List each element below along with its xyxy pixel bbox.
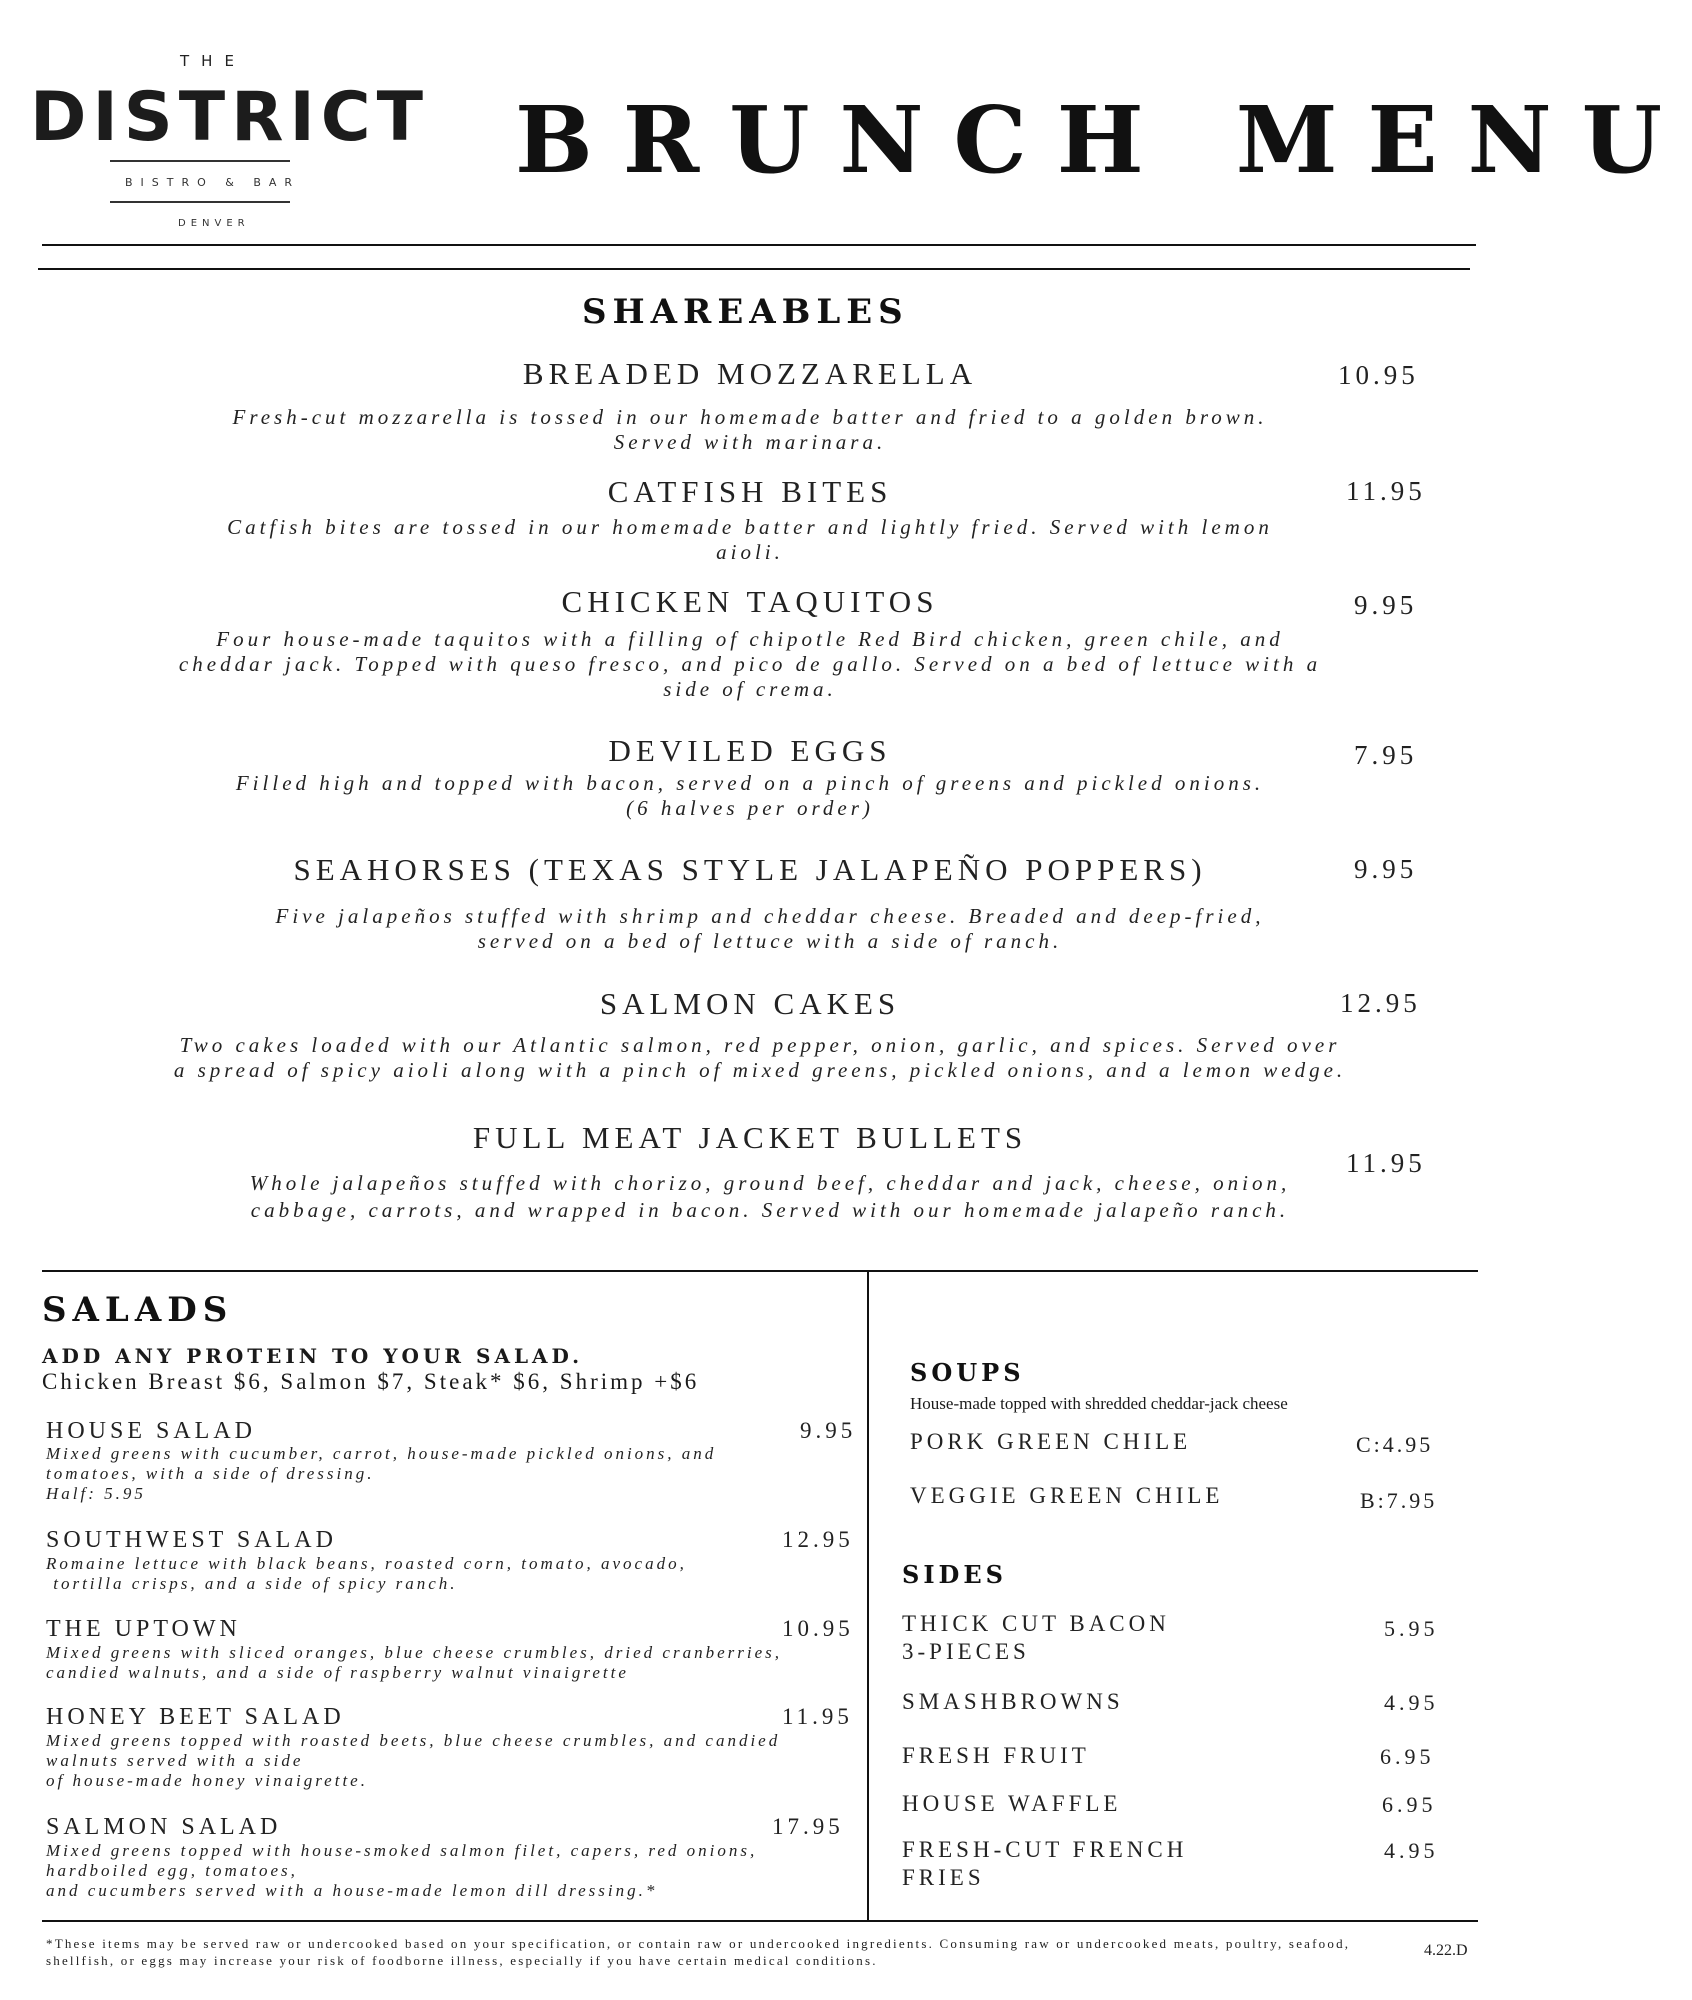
salad-item-price: 9.95 (800, 1418, 857, 1443)
salad-item-description: Mixed greens topped with roasted beets, blue cheese crumbles, and candied walnuts served with a side of house-made honey vinaigrette. (46, 1731, 781, 1790)
side-item-price: 6.95 (1380, 1744, 1435, 1769)
soup-item-price: C:4.95 (1356, 1432, 1434, 1457)
salad-item-price: 17.95 (772, 1814, 844, 1839)
logo-divider (110, 160, 290, 162)
section-heading-salads: SALADS (42, 1290, 234, 1330)
shareable-item-name: SEAHORSES (TEXAS STYLE JALAPEÑO POPPERS) (293, 852, 1207, 887)
side-item-price: 4.95 (1384, 1838, 1439, 1863)
shareable-item-name: BREADED MOZZARELLA (522, 356, 978, 391)
soups-note: House-made topped with shredded cheddar-jack cheese (910, 1394, 1288, 1413)
salad-item-price: 12.95 (782, 1527, 854, 1552)
shareable-item-description: Filled high and topped with bacon, served on a pinch of greens and pickled onions. (6 halves per order) (235, 771, 1265, 820)
shareable-item-price: 9.95 (1354, 590, 1418, 620)
section-heading-soups: SOUPS (910, 1358, 1025, 1387)
section-heading-sides: SIDES (902, 1560, 1007, 1589)
section-divider (42, 1270, 1478, 1272)
soup-item-price: B:7.95 (1360, 1488, 1438, 1513)
side-item-price: 6.95 (1382, 1792, 1437, 1817)
salad-item-name: THE UPTOWN (46, 1616, 241, 1642)
shareable-item-name: FULL MEAT JACKET BULLETS (472, 1120, 1028, 1155)
shareable-item-description: Two cakes loaded with our Atlantic salmon, red pepper, onion, garlic, and spices. Served over a spread of spicy aioli along with a pinch of mixed greens, pickled onions, and a lemon wedge. (173, 1033, 1347, 1082)
salad-item-name: SALMON SALAD (46, 1814, 282, 1840)
logo-divider (110, 201, 290, 203)
side-item-name: HOUSE WAFFLE (902, 1791, 1122, 1816)
shareable-item-name: DEVILED EGGS (608, 733, 892, 768)
salad-item-name: HOUSE SALAD (46, 1418, 257, 1444)
version-code: 4.22.D (1424, 1942, 1468, 1959)
page-title: BRUNCH MENU (515, 86, 1692, 194)
shareable-item-price: 12.95 (1340, 988, 1421, 1018)
salad-item-price: 11.95 (782, 1704, 853, 1729)
salad-item-name: HONEY BEET SALAD (46, 1704, 345, 1730)
salad-item-name: SOUTHWEST SALAD (46, 1527, 337, 1553)
shareable-item-price: 7.95 (1354, 740, 1418, 770)
column-divider (867, 1270, 869, 1920)
side-item-name: FRESH FRUIT (902, 1743, 1090, 1768)
salad-item-price: 10.95 (782, 1616, 854, 1641)
shareable-item-description: Catfish bites are tossed in our homemade batter and lightly fried. Served with lemon aioli. (227, 515, 1273, 564)
salad-item-description: Mixed greens with cucumber, carrot, house-made pickled onions, and tomatoes, with a side of dressing. Half: 5.95 (46, 1444, 717, 1503)
shareable-item-name: CATFISH BITES (607, 474, 893, 509)
salad-item-description: Mixed greens with sliced oranges, blue cheese crumbles, dried cranberries, candied walnuts, and a side of raspberry walnut vinaigrette (46, 1643, 782, 1682)
logo-the: THE (180, 52, 246, 70)
side-item-name: FRESH-CUT FRENCH FRIES (902, 1837, 1188, 1890)
logo-subtitle: BISTRO & BAR (125, 176, 301, 189)
logo-city: DENVER (178, 218, 250, 229)
soup-item-name: PORK GREEN CHILE (910, 1429, 1192, 1454)
shareable-item-name: SALMON CAKES (599, 986, 901, 1021)
shareable-item-description: Fresh-cut mozzarella is tossed in our homemade batter and fried to a golden brown. Served with marinara. (232, 405, 1268, 454)
protein-options: Chicken Breast $6, Salmon $7, Steak* $6, Shrimp +$6 (42, 1369, 700, 1394)
footer-divider (42, 1920, 1478, 1922)
side-item-name: THICK CUT BACON 3-PIECES (902, 1611, 1170, 1664)
shareable-item-price: 9.95 (1354, 854, 1418, 884)
logo-name: DISTRICT (30, 78, 430, 157)
side-item-name: SMASHBROWNS (902, 1689, 1124, 1714)
shareable-item-description: Four house-made taquitos with a filling of chipotle Red Bird chicken, green chile, and cheddar jack. Topped with queso fresco, and pico de gallo. Served on a bed of lettuce with a side of crema. (178, 627, 1322, 701)
salad-item-description: Romaine lettuce with black beans, roasted corn, tomato, avocado, tortilla crisps, and a side of spicy ranch. (46, 1554, 687, 1593)
allergen-disclaimer: *These items may be served raw or undercooked based on your specification, or contain raw or undercooked ingredients. Consuming raw or undercooked meats, poultry, seafood, shellfish, or eggs may increase your risk of foodborne illness, especially if you have certain medical conditions. (46, 1936, 1351, 1968)
shareable-item-description: Whole jalapeños stuffed with chorizo, ground beef, cheddar and jack, cheese, onion, cabbage, carrots, and wrapped in bacon. Served with our homemade jalapeño ranch. (249, 1171, 1291, 1222)
side-item-price: 5.95 (1384, 1616, 1439, 1641)
shareable-item-description: Five jalapeños stuffed with shrimp and cheddar cheese. Breaded and deep-fried, served on a bed of lettuce with a side of ranch. (275, 904, 1265, 953)
shareable-item-price: 11.95 (1346, 1148, 1426, 1178)
header-divider (42, 244, 1476, 246)
section-heading-shareables: SHAREABLES (582, 292, 909, 332)
salad-item-description: Mixed greens topped with house-smoked salmon filet, capers, red onions, hardboiled egg, tomatoes, and cucumbers served with a house-made lemon dill dressing.* (46, 1841, 758, 1900)
protein-heading: ADD ANY PROTEIN TO YOUR SALAD. (42, 1344, 584, 1368)
shareable-item-price: 11.95 (1346, 476, 1426, 506)
shareable-item-name: CHICKEN TAQUITOS (561, 584, 939, 619)
side-item-price: 4.95 (1384, 1690, 1439, 1715)
shareable-item-price: 10.95 (1338, 360, 1419, 390)
soup-item-name: VEGGIE GREEN CHILE (910, 1483, 1224, 1508)
header-divider (38, 268, 1470, 270)
